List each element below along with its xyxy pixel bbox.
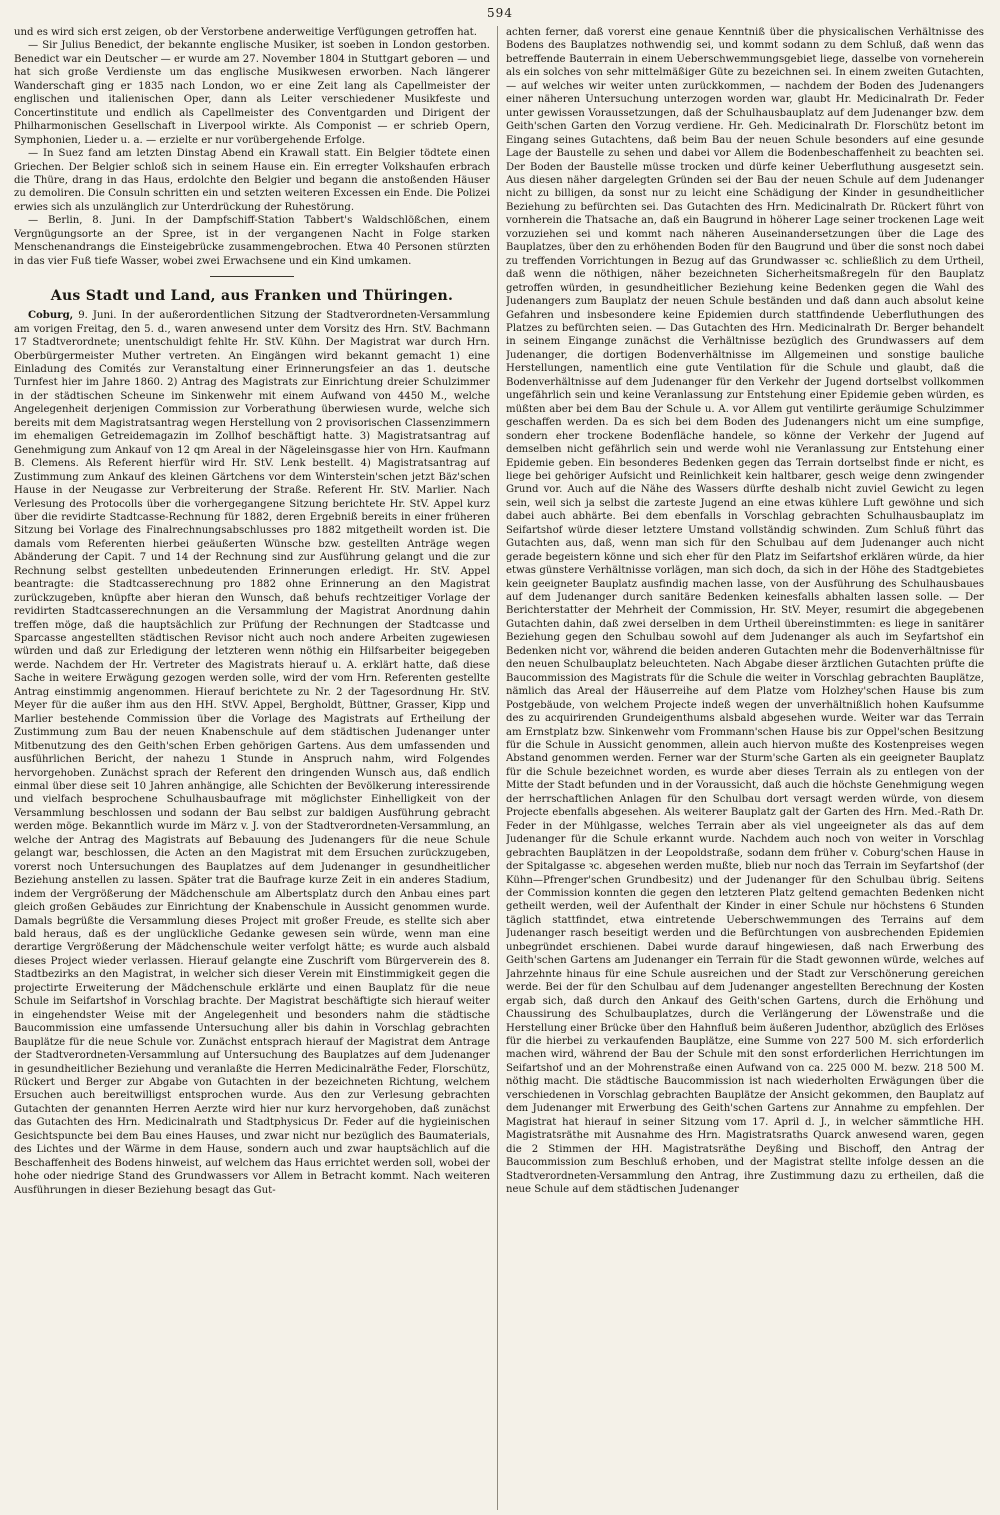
page-number: 594 [487,6,513,20]
right-column [506,26,984,1510]
section-divider [210,276,294,277]
article-paragraph: — In Suez fand am letzten Dinstag Abend ein Krawall statt. Ein Belgier tödtete einen Griechen. Der Belgier schloß sich in seinem Hause ein. Ein erregter Volkshaufen erbrach die Thüre, drang in das Haus, erdolchte den Belgier und begann die anstoßenden Häuser zu demoliren. Die Consuln schritten ein und setzten weiteren Excessen ein Ende. Die Polizei erwies sich als unzulänglich zur Unterdrückung der Ruhestörung. [14,148,490,213]
column-rule [497,26,498,1510]
dateline-place: Coburg, [28,309,74,322]
article-paragraph: und es wird sich erst zeigen, ob der Verstorbene anderweitige Verfügungen getroffen hat. [14,27,477,38]
article-paragraph: achten ferner, daß vorerst eine genaue Kenntniß über die physicalischen Verhältnisse des Bodens des Bauplatzes nothwendig sei, und kommt sodann zu dem Schluß, daß wenn das betreffende Bauterrain in einem Ueberschwemmungsgebiet liege, dasselbe von vorneherein als ein solches von sehr mittelmäßiger Güte zu bezeichnen sei. In einem zweiten Gutachten, — auf welches wir weiter unten zurückkommen, — nachdem der Boden des Judenangers einer näheren Untersuchung unterzogen worden war, glaubt Hr. Medicinalrath Dr. Feder unter gewissen Voraussetzungen, daß der Schulhausbauplatz auf dem Judenanger bzw. dem Geith'schen Garten den Vorzug verdiene. Hr. Geh. Medicinalrath Dr. Florschütz betont im Eingang seines Gutachtens, daß beim Bau der neuen Schule besonders auf eine gesunde Lage der Baustelle zu sehen und dabei vor Allem die Bodenbeschaffenheit zu beachten sei. Der Boden der Baustelle müsse trocken und dürfe keiner Ueberfluthung ausgesetzt sein. Aus diesen näher dargelegten Gründen sei der Bau der neuen Schule auf dem Judenanger nicht zu billigen, da sonst nur zu leicht eine Schädigung der Kinder in gesundheitlicher Beziehung zu befürchten sei. Das Gutachten des Hrn. Medicinalrath Dr. Rückert führt von vornherein die Thatsache an, daß ein Baugrund in höherer Lage seiner trockenen Lage weit vorzuziehen sei und kommt nach näheren Auseinandersetzungen über die Lage des Bauplatzes, über den zu erhöhenden Boden für den Baugrund und über die sonst noch dabei zu treffenden Vorrichtungen in Bezug auf das Grundwasser ꝛc. schließlich zu dem Urtheil, daß wenn die nöthigen, näher bezeichneten Sicherheitsmaßregeln für den Bauplatz getroffen würden, in gesundheitlicher Beziehung keine Bedenken gegen die Wahl des Judenangers zum Bauplatz der neuen Schule beständen und daß dann auch absolut keine Gefahren und insbesondere keine Epidemien durch stattfindende Ueberfluthungen des Platzes zu befürchten seien. — Das Gutachten des Hrn. Medicinalrath Dr. Berger behandelt in seinem Eingange zunächst die Verhältnisse bezüglich des Grundwassers auf dem Judenanger, die dortigen Bodenverhältnisse im Allgemeinen und sonstige bauliche Herstellungen, namentlich eine gute Ventilation für die Schule und glaubt, daß die Bodenverhältnisse auf dem Judenanger für den Verkehr der Jugend dortselbst vollkommen ungefährlich sein und keine Veranlassung zur Entstehung einer Epidemie geben würden, es müßten aber bei dem Bau der Schule u. A. vor Allem gut ventilirte geräumige Schulzimmer geschaffen werden. Da es sich bei dem Boden des Judenangers nicht um eine sumpfige, sondern eher trockene Bodenfläche handele, so könne der Verkehr der Jugend auf demselben nicht gefährlich sein und werde wohl nie Veranlassung zur Entstehung einer Epidemie geben. Ein besonderes Bedenken gegen das Terrain dortselbst finde er nicht, es liege bei gehöriger Aufsicht und Reinlichkeit kein haltbarer, gesch weige denn zwingender Grund vor. Auch auf die Nähe des Wassers dürfte deshalb nicht zuviel Gewicht zu legen sein, weil sich ja selbst die zarteste Jugend an eine etwas kühlere Luft gewöhne und sich dabei auch abhärte. Bei dem ebenfalls in Vorschlag gebrachten Schulhausbauplatz im Seifartshof würde dieser letztere Umstand vollständig schwinden. Zum Schluß führt das Gutachten aus, daß, wenn man sich für den Schulbau auf dem Judenanger auch nicht gerade begeistern könne und sich eher für den Platz im Seifartshof erklären würde, da hier etwas günstere Verhältnisse vorlägen, man sich doch, da sich in der Höhe des Stadtgebietes kein geeigneter Bauplatz ausfindig machen lasse, von der Ausführung des Schulhausbaues auf dem Judenanger durch sanitäre Bedenken keinesfalls abhalten lassen solle. — Der Berichterstatter der Mehrheit der Commission, Hr. StV. Meyer, resumirt die abgegebenen Gutachten dahin, daß zwei derselben in dem Urtheil übereinstimmten: es liege in sanitärer Beziehung gegen den Schulbau sowohl auf dem Judenanger als auch im Seyfartshof ein Bedenken nicht vor, während die beiden anderen Gutachten mehr die Bodenverhältnisse für den neuen Schulbauplatz beleuchteten. Nach Abgabe dieser ärztlichen Gutachten prüfte die Baucommission des Magistrats für die Schule die weiter in Vorschlag gebrachten Bauplätze, nämlich das Areal der Häuserreihe auf dem Platze vom Holzhey'schen Hause bis zum Postgebäude, von welchem Projecte indeß wegen der unverhältnißlich hohen Kaufsumme des zu acquirirenden Grundeigenthums alsbald abgesehen wurde. Weiter war das Terrain am Ernstplatz bzw. Sinkenwehr vom Frommann'schen Hause bis zur Oppel'schen Besitzung für die Schule in Aussicht genommen, allein auch hiervon mußte des Kostenpreises wegen Abstand genommen werden. Ferner war der Sturm'sche Garten als ein geeigneter Bauplatz für die Schule bezeichnet worden, es wurde aber dieses Terrain als zu entlegen von der Mitte der Stadt befunden und in der Voraussicht, daß auch die höchste Genehmigung wegen der herrschaftlichen Anlagen für den Schulbau dort versagt werden würde, von diesem Projecte ebenfalls abgesehen. Als weiterer Bauplatz galt der Garten des Hrn. Med.-Rath Dr. Feder in der Mühlgasse, welches Terrain aber als viel ungeeigneter als das auf dem Judenanger für die Schule erkannt wurde. Nachdem auch noch von weiter in Vorschlag gebrachten Bauplätzen in der Leopoldstraße, sodann dem früher v. Coburg'schen Hause in der Spitalgasse ꝛc. abgesehen werden mußte, blieb nur noch das Terrain im Seyfartshof (der Kühn—Pfrenger'schen Grundbesitz) und der Judenanger für den Schulbau übrig. Seitens der Commission konnten die gegen den letzteren Platz geltend gemachten Bedenken nicht getheilt werden, weil der Aufenthalt der Kinder in einer Schule nur höchstens 6 Stunden täglich stattfindet, etwa eintretende Ueberschwemmungen des Terrains auf dem Judenanger rasch beseitigt werden und die Befürchtungen von ausbrechenden Epidemien unbegründet erschienen. Dabei wurde darauf hingewiesen, daß nach Erwerbung des Geith'schen Gartens am Judenanger ein Terrain für die Stadt gewonnen würde, welches auf Jahrzehnte hinaus für eine Schule ausreichen und der Stadt zur Verschönerung gereichen werde. Bei der für den Schulbau auf dem Judenanger angestellten Berechnung der Kosten ergab sich, daß durch den Ankauf des Geith'schen Gartens, durch die Erhöhung und Chaussirung des Schulbauplatzes, durch die Verlängerung der Löwenstraße und die Herstellung einer Brücke über den Hahnfluß beim äußeren Judenthor, abzüglich des Erlöses für die hierbei zu verkaufenden Bauplätze, eine Summe von 227 500 M. sich erforderlich machen wird, während der Bau der Schule mit den sonst erforderlichen Herrichtungen im Seifartshof und an der Mohrenstraße einen Aufwand von ca. 225 000 M. bezw. 218 500 M. nöthig macht. Die städtische Baucommission ist nach wiederholten Erwägungen über die verschiedenen in Vorschlag gebrachten Bauplätze der Ansicht gekommen, den Bauplatz auf dem Judenanger mit Erwerbung des Geith'schen Gartens zur Annahme zu empfehlen. Der Magistrat hat hierauf in seiner Sitzung vom 17. April d. J., in welcher sämmtliche HH. Magistratsräthe mit Ausnahme des Hrn. Magistratsraths Quarck anwesend waren, gegen die 2 Stimmen der HH. Magistratsräthe Deyßing und Bischoff, den Antrag der Baucommission zum Beschluß erhoben, und der Magistrat stellte infolge dessen an die Stadtverordneten-Versammlung den Antrag, ihre Zustimmung dazu zu ertheilen, daß die neue Schule auf dem städtischen Judenanger [506,27,984,1195]
left-column [14,26,490,1510]
section-heading: Aus Stadt und Land, aus Franken und Thüringen. [50,288,454,305]
article-paragraph: — Sir Julius Benedict, der bekannte englische Musiker, ist soeben in London gestorben. Benedict war ein Deutscher — er wurde am 27. November 1804 in Stuttgart geboren — und hat sich große Verdienste um das englische Musikwesen erworben. Nach längerer Wanderschaft ging er 1835 nach London, wo er eine Zeit lang als Capellmeister der englischen und italienischen Oper, dann als Leiter verschiedener Musikfeste und Concertinstitute und endlich als Capellmeister des Conventgarden und Dirigent der Philharmonischen Gesellschaft in Liverpool wirkte. Als Componist — er schrieb Opern, Symphonien, Lieder u. a. — erzielte er nur vorübergehende Erfolge. [14,40,490,146]
article-text: 9. Juni. In der außerordentlichen Sitzung der Stadtverordneten-Versammlung am vorigen Freitag, den 5. d., waren anwesend unter dem Vorsitz des Hrn. StV. Bachmann 17 Stadtverordnete; unentschuldigt fehlte Hr. StV. Kühn. Der Magistrat war durch Hrn. Oberbürgermeister Muther vertreten. An Eingängen wird bekannt gemacht 1) eine Einladung des Comités zur Veranstaltung einer Erinnerungsfeier an das 1. deutsche Turnfest hier im Jahre 1860. 2) Antrag des Magistrats zur Einrichtung dreier Schulzimmer in der städtischen Scheune im Sinkenwehr mit einem Aufwand von 4450 M., welche Angelegenheit derjenigen Commission zur Vorberathung überwiesen wurde, welche sich bereits mit dem Magistratsantrag wegen Herstellung von 2 provisorischen Classenzimmern im ehemaligen Getreidemagazin im Zollhof beschäftigt hatte. 3) Magistratsantrag auf Genehmigung zum Ankauf von 12 qm Areal in der Nägeleinsgasse hier von Hrn. Kaufmann B. Clemens. Als Referent hierfür wird Hr. StV. Lenk bestellt. 4) Magistratsantrag auf Zustimmung zum Ankauf des kleinen Gärtchens vor dem Winterstein'schen jetzt Bäz'schen Hause in der Neugasse zur Verbreiterung der Straße. Referent Hr. StV. Marlier. Nach Verlesung des Protocolls über die vorhergegangene Sitzung berichtete Hr. StV. Appel kurz über die revidirte Stadtcasse-Rechnung für 1882, deren Ergebniß bereits in einer früheren Sitzung bei Vorlage des Finalrechnungsabschlusses pro 1882 mitgetheilt worden ist. Die damals vom Referenten hierbei geäußerten Wünsche bzw. gestellten Anträge wegen Abänderung der Capit. 7 und 14 der Rechnung sind zur Ausführung gelangt und die zur Rechnung selbst gestellten unbedeutenden Erinnerungen erledigt. Hr. StV. Appel beantragte: die Stadtcasserechnung pro 1882 ohne Erinnerung an den Magistrat zurückzugeben, knüpfte aber hieran den Wunsch, daß behufs rechtzeitiger Vorlage der revidirten Stadtcasserechnungen an die Versammlung der Magistrat Anordnung dahin treffen möge, daß die hauptsächlich zur Prüfung der Rechnungen der Stadtcasse und Sparcasse angestellten städtischen Revisor nicht auch noch andere Arbeiten zugewiesen würden und daß zur Erledigung der letzteren wenn nöthig ein Hilfsarbeiter beigegeben werde. Nachdem der Hr. Vertreter des Magistrats hierauf u. A. erklärt hatte, daß diese Sache in weitere Erwägung gezogen werden solle, wird der vom Hrn. Referenten gestellte Antrag einstimmig angenommen. Hierauf berichtete zu Nr. 2 der Tagesordnung Hr. StV. Meyer für die außer ihm aus den HH. StVV. Appel, Bergholdt, Büttner, Grasser, Kipp und Marlier bestehende Commission über die Vorlage des Magistrats auf Ertheilung der Zustimmung zum Bau der neuen Knabenschule auf dem städtischen Judenanger unter Mitbenutzung des den Geith'schen Erben gehörigen Gartens. Aus dem umfassenden und ausführlichen Bericht, der nahezu 1 Stunde in Anspruch nahm, wird Folgendes hervorgehoben. Zunächst sprach der Referent den dringenden Wunsch aus, daß endlich einmal über diese seit 10 Jahren anhängige, alle Schichten der Bevölkerung interessirende und vielfach besprochene Schulhausbaufrage mit möglichster Einhelligkeit von der Versammlung beschlossen und sodann der Bau selbst zur baldigen Ausführung gebracht werden möge. Bekanntlich wurde im März v. J. von der Stadtverordneten-Versammlung, an welche der Antrag des Magistrats auf Bebauung des Judenangers für die neue Schule gelangt war, beschlossen, die Acten an den Magistrat mit dem Ersuchen zurückzugeben, vorerst noch Untersuchungen des Bauplatzes auf dem Judenanger in gesundheitlicher Beziehung anstellen zu lassen. Später trat die Baufrage kurze Zeit in ein anderes Stadium, indem der Vergrößerung der Mädchenschule am Albertsplatz durch den Anbau eines part gleich großen Gebäudes zur Einrichtung der Knabenschule in Aussicht genommen wurde. Damals begrüßte die Versammlung dieses Project mit großer Freude, es stellte sich aber bald heraus, daß es der unglückliche Gedanke gewesen sein würde, wenn man eine derartige Vergrößerung der Mädchenschule weiter verfolgt hätte; es wurde auch alsbald dieses Project wieder verlassen. Hierauf gelangte eine Zuschrift vom Bürgerverein des 8. Stadtbezirks an den Magistrat, in welcher sich dieser Verein mit Einstimmigkeit gegen die projectirte Erweiterung der Mädchenschule erklärte und einen Bauplatz für die neue Schule im Seifartshof in Vorschlag brachte. Der Magistrat beschäftigte sich hierauf weiter in eingehendster Weise mit der Angelegenheit und besonders nahm die städtische Baucommission eine umfassende Untersuchung aller bis dahin in Vorschlag gebrachten Bauplätze für die neue Schule vor. Zunächst entsprach hierauf der Magistrat dem Antrage der Stadtverordneten-Versammlung auf Untersuchung des Bauplatzes auf dem Judenanger in gesundheitlicher Beziehung und veranlaßte die Herren Medicinalräthe Feder, Florschütz, Rückert und Berger zur Abgabe von Gutachten in der bezeichneten Richtung, welchem Ersuchen auch bereitwilligst entsprochen wurde. Aus den zur Verlesung gebrachten Gutachten der genannten Herren Aerzte wird hier nur kurz hervorgehoben, daß zunächst das Gutachten des Hrn. Medicinalrath und Stadtphysicus Dr. Feder auf die hygieinischen Gesichtspuncte bei dem Bau eines Hauses, und zwar nicht nur bezüglich des Baumaterials, des Lichtes und der Wärme in dem Hause, sondern auch und zwar hauptsächlich auf die Beschaffenheit des Bodens hinweist, auf welchem das Haus errichtet werden soll, wobei der hohe oder niedrige Stand des Grundwassers vor Allem in Betracht kommt. Nach weiteren Ausführungen in dieser Beziehung besagt das Gut- [14,310,490,1196]
article-paragraph [14,309,490,1197]
article-paragraph: — Berlin, 8. Juni. In der Dampfschiff-Station Tabbert's Waldschlößchen, einem Vergnügungsorte an der Spree, ist in der vergangenen Nacht in Folge starken Menschenandrangs die Einsteigebrücke zusammengebrochen. Etwa 40 Personen stürzten in das vier Fuß tiefe Wasser, wobei zwei Erwachsene und ein Kind umkamen. [14,215,490,267]
